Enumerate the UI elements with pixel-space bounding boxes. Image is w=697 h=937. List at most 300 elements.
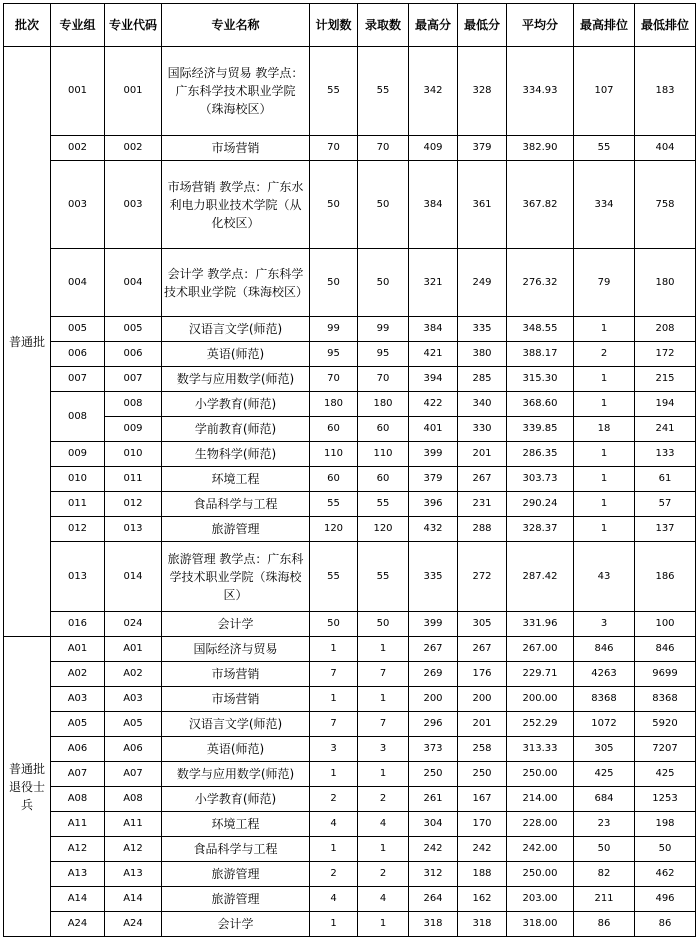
highest-rank-cell: 3 [574, 612, 635, 637]
max-score-cell: 264 [409, 887, 458, 912]
admission-table [3, 3, 696, 937]
header-lowest-rank: 最低排位 [635, 4, 696, 47]
group-cell: 003 [51, 161, 105, 249]
major-name-cell: 旅游管理 [162, 887, 310, 912]
header-major-name: 专业名称 [162, 4, 310, 47]
lowest-rank-cell: 7207 [635, 737, 696, 762]
plan-count-cell: 1 [310, 762, 358, 787]
table-row [4, 342, 696, 367]
group-cell: 006 [51, 342, 105, 367]
lowest-rank-cell: 1253 [635, 787, 696, 812]
lowest-rank-cell: 215 [635, 367, 696, 392]
lowest-rank-cell: 8368 [635, 687, 696, 712]
min-score-cell: 250 [458, 762, 507, 787]
admitted-count-cell: 1 [358, 637, 409, 662]
major-name-cell: 会计学 教学点：广东科学技术职业学院（珠海校区） [162, 249, 310, 317]
lowest-rank-cell: 137 [635, 517, 696, 542]
major-name-cell: 市场营销 [162, 136, 310, 161]
plan-count-cell: 7 [310, 662, 358, 687]
major-name-cell: 汉语言文学(师范) [162, 317, 310, 342]
table-row [4, 392, 696, 417]
highest-rank-cell: 1 [574, 492, 635, 517]
major-code-cell: 004 [105, 249, 162, 317]
plan-count-cell: 2 [310, 862, 358, 887]
plan-count-cell: 4 [310, 812, 358, 837]
group-cell: 012 [51, 517, 105, 542]
highest-rank-cell: 50 [574, 837, 635, 862]
max-score-cell: 321 [409, 249, 458, 317]
admitted-count-cell: 120 [358, 517, 409, 542]
max-score-cell: 250 [409, 762, 458, 787]
lowest-rank-cell: 846 [635, 637, 696, 662]
plan-count-cell: 3 [310, 737, 358, 762]
table-row [4, 542, 696, 612]
major-name-cell: 数学与应用数学(师范) [162, 762, 310, 787]
max-score-cell: 396 [409, 492, 458, 517]
lowest-rank-cell: 180 [635, 249, 696, 317]
highest-rank-cell: 1 [574, 317, 635, 342]
lowest-rank-cell: 5920 [635, 712, 696, 737]
avg-score-cell: 331.96 [507, 612, 574, 637]
header-admitted: 录取数 [358, 4, 409, 47]
highest-rank-cell: 18 [574, 417, 635, 442]
min-score-cell: 167 [458, 787, 507, 812]
highest-rank-cell: 684 [574, 787, 635, 812]
group-cell: 010 [51, 467, 105, 492]
group-cell: A13 [51, 862, 105, 887]
major-code-cell: A08 [105, 787, 162, 812]
major-code-cell: 002 [105, 136, 162, 161]
min-score-cell: 267 [458, 467, 507, 492]
lowest-rank-cell: 9699 [635, 662, 696, 687]
avg-score-cell: 290.24 [507, 492, 574, 517]
lowest-rank-cell: 208 [635, 317, 696, 342]
group-cell: 008 [51, 392, 105, 442]
major-code-cell: 024 [105, 612, 162, 637]
header-highest-rank: 最高排位 [574, 4, 635, 47]
highest-rank-cell: 1 [574, 467, 635, 492]
highest-rank-cell: 1 [574, 367, 635, 392]
max-score-cell: 312 [409, 862, 458, 887]
major-name-cell: 旅游管理 [162, 862, 310, 887]
lowest-rank-cell: 61 [635, 467, 696, 492]
min-score-cell: 176 [458, 662, 507, 687]
max-score-cell: 394 [409, 367, 458, 392]
header-group: 专业组 [51, 4, 105, 47]
major-name-cell: 小学教育(师范) [162, 787, 310, 812]
highest-rank-cell: 305 [574, 737, 635, 762]
table-row [4, 787, 696, 812]
major-name-cell: 国际经济与贸易 [162, 637, 310, 662]
major-code-cell: A12 [105, 837, 162, 862]
group-cell: A06 [51, 737, 105, 762]
plan-count-cell: 4 [310, 887, 358, 912]
avg-score-cell: 203.00 [507, 887, 574, 912]
admitted-count-cell: 60 [358, 467, 409, 492]
max-score-cell: 409 [409, 136, 458, 161]
min-score-cell: 272 [458, 542, 507, 612]
max-score-cell: 304 [409, 812, 458, 837]
highest-rank-cell: 334 [574, 161, 635, 249]
major-name-cell: 旅游管理 教学点：广东科学技术职业学院（珠海校区） [162, 542, 310, 612]
min-score-cell: 201 [458, 442, 507, 467]
highest-rank-cell: 23 [574, 812, 635, 837]
max-score-cell: 421 [409, 342, 458, 367]
group-cell: A08 [51, 787, 105, 812]
major-code-cell: 001 [105, 47, 162, 136]
group-cell: A07 [51, 762, 105, 787]
table-row [4, 367, 696, 392]
max-score-cell: 296 [409, 712, 458, 737]
avg-score-cell: 228.00 [507, 812, 574, 837]
plan-count-cell: 7 [310, 712, 358, 737]
table-row [4, 912, 696, 937]
min-score-cell: 380 [458, 342, 507, 367]
table-row [4, 862, 696, 887]
group-cell: 002 [51, 136, 105, 161]
major-code-cell: A13 [105, 862, 162, 887]
avg-score-cell: 267.00 [507, 637, 574, 662]
min-score-cell: 201 [458, 712, 507, 737]
lowest-rank-cell: 198 [635, 812, 696, 837]
table-row [4, 712, 696, 737]
group-cell: 001 [51, 47, 105, 136]
max-score-cell: 379 [409, 467, 458, 492]
highest-rank-cell: 425 [574, 762, 635, 787]
major-name-cell: 国际经济与贸易 教学点：广东科学技术职业学院（珠海校区） [162, 47, 310, 136]
lowest-rank-cell: 50 [635, 837, 696, 862]
table-row [4, 47, 696, 136]
header-max-score: 最高分 [409, 4, 458, 47]
lowest-rank-cell: 86 [635, 912, 696, 937]
min-score-cell: 258 [458, 737, 507, 762]
plan-count-cell: 55 [310, 47, 358, 136]
lowest-rank-cell: 425 [635, 762, 696, 787]
min-score-cell: 318 [458, 912, 507, 937]
min-score-cell: 170 [458, 812, 507, 837]
plan-count-cell: 70 [310, 367, 358, 392]
highest-rank-cell: 1 [574, 442, 635, 467]
lowest-rank-cell: 183 [635, 47, 696, 136]
plan-count-cell: 55 [310, 492, 358, 517]
batch-cell: 普通批 [4, 47, 51, 637]
highest-rank-cell: 79 [574, 249, 635, 317]
avg-score-cell: 286.35 [507, 442, 574, 467]
major-code-cell: 009 [105, 417, 162, 442]
avg-score-cell: 250.00 [507, 762, 574, 787]
admitted-count-cell: 7 [358, 662, 409, 687]
admitted-count-cell: 3 [358, 737, 409, 762]
table-row [4, 417, 696, 442]
major-code-cell: A14 [105, 887, 162, 912]
admitted-count-cell: 55 [358, 47, 409, 136]
avg-score-cell: 313.33 [507, 737, 574, 762]
min-score-cell: 231 [458, 492, 507, 517]
header-plan: 计划数 [310, 4, 358, 47]
admitted-count-cell: 1 [358, 687, 409, 712]
header-row [4, 4, 696, 47]
table-row [4, 517, 696, 542]
max-score-cell: 261 [409, 787, 458, 812]
major-code-cell: A05 [105, 712, 162, 737]
header-batch: 批次 [4, 4, 51, 47]
max-score-cell: 269 [409, 662, 458, 687]
admitted-count-cell: 50 [358, 249, 409, 317]
major-code-cell: 014 [105, 542, 162, 612]
major-name-cell: 环境工程 [162, 812, 310, 837]
highest-rank-cell: 82 [574, 862, 635, 887]
major-name-cell: 市场营销 [162, 687, 310, 712]
table-row [4, 812, 696, 837]
avg-score-cell: 315.30 [507, 367, 574, 392]
admitted-count-cell: 2 [358, 862, 409, 887]
major-name-cell: 英语(师范) [162, 737, 310, 762]
plan-count-cell: 50 [310, 249, 358, 317]
highest-rank-cell: 2 [574, 342, 635, 367]
admitted-count-cell: 55 [358, 492, 409, 517]
avg-score-cell: 367.82 [507, 161, 574, 249]
table-row [4, 837, 696, 862]
highest-rank-cell: 211 [574, 887, 635, 912]
lowest-rank-cell: 404 [635, 136, 696, 161]
table-row [4, 317, 696, 342]
plan-count-cell: 60 [310, 467, 358, 492]
major-name-cell: 小学教育(师范) [162, 392, 310, 417]
plan-count-cell: 99 [310, 317, 358, 342]
admitted-count-cell: 7 [358, 712, 409, 737]
max-score-cell: 242 [409, 837, 458, 862]
max-score-cell: 384 [409, 317, 458, 342]
table-row [4, 612, 696, 637]
batch-cell: 普通批退役士兵 [4, 637, 51, 937]
group-cell: A12 [51, 837, 105, 862]
major-name-cell: 生物科学(师范) [162, 442, 310, 467]
highest-rank-cell: 55 [574, 136, 635, 161]
highest-rank-cell: 8368 [574, 687, 635, 712]
avg-score-cell: 287.42 [507, 542, 574, 612]
min-score-cell: 379 [458, 136, 507, 161]
group-cell: 013 [51, 542, 105, 612]
min-score-cell: 162 [458, 887, 507, 912]
group-cell: 004 [51, 249, 105, 317]
avg-score-cell: 382.90 [507, 136, 574, 161]
admitted-count-cell: 60 [358, 417, 409, 442]
plan-count-cell: 110 [310, 442, 358, 467]
avg-score-cell: 368.60 [507, 392, 574, 417]
header-min-score: 最低分 [458, 4, 507, 47]
major-name-cell: 旅游管理 [162, 517, 310, 542]
major-code-cell: A07 [105, 762, 162, 787]
min-score-cell: 285 [458, 367, 507, 392]
avg-score-cell: 334.93 [507, 47, 574, 136]
admitted-count-cell: 95 [358, 342, 409, 367]
max-score-cell: 432 [409, 517, 458, 542]
admitted-count-cell: 2 [358, 787, 409, 812]
group-cell: 016 [51, 612, 105, 637]
group-cell: A01 [51, 637, 105, 662]
plan-count-cell: 50 [310, 612, 358, 637]
major-name-cell: 数学与应用数学(师范) [162, 367, 310, 392]
highest-rank-cell: 846 [574, 637, 635, 662]
major-code-cell: A02 [105, 662, 162, 687]
min-score-cell: 305 [458, 612, 507, 637]
min-score-cell: 242 [458, 837, 507, 862]
major-code-cell: A24 [105, 912, 162, 937]
lowest-rank-cell: 194 [635, 392, 696, 417]
avg-score-cell: 388.17 [507, 342, 574, 367]
table-row [4, 687, 696, 712]
group-cell: A03 [51, 687, 105, 712]
min-score-cell: 330 [458, 417, 507, 442]
plan-count-cell: 95 [310, 342, 358, 367]
admitted-count-cell: 50 [358, 161, 409, 249]
max-score-cell: 384 [409, 161, 458, 249]
min-score-cell: 361 [458, 161, 507, 249]
major-code-cell: 008 [105, 392, 162, 417]
highest-rank-cell: 107 [574, 47, 635, 136]
table-row [4, 249, 696, 317]
plan-count-cell: 60 [310, 417, 358, 442]
plan-count-cell: 55 [310, 542, 358, 612]
avg-score-cell: 339.85 [507, 417, 574, 442]
group-cell: A11 [51, 812, 105, 837]
plan-count-cell: 1 [310, 687, 358, 712]
major-name-cell: 会计学 [162, 912, 310, 937]
highest-rank-cell: 1072 [574, 712, 635, 737]
major-code-cell: A11 [105, 812, 162, 837]
lowest-rank-cell: 462 [635, 862, 696, 887]
admission-table-container [3, 3, 695, 937]
group-cell: A02 [51, 662, 105, 687]
group-cell: A05 [51, 712, 105, 737]
admitted-count-cell: 70 [358, 136, 409, 161]
major-name-cell: 英语(师范) [162, 342, 310, 367]
min-score-cell: 200 [458, 687, 507, 712]
group-cell: A24 [51, 912, 105, 937]
table-row [4, 136, 696, 161]
lowest-rank-cell: 496 [635, 887, 696, 912]
admitted-count-cell: 70 [358, 367, 409, 392]
admitted-count-cell: 4 [358, 812, 409, 837]
major-code-cell: 005 [105, 317, 162, 342]
max-score-cell: 399 [409, 612, 458, 637]
min-score-cell: 335 [458, 317, 507, 342]
table-row [4, 492, 696, 517]
plan-count-cell: 120 [310, 517, 358, 542]
major-name-cell: 环境工程 [162, 467, 310, 492]
group-cell: 007 [51, 367, 105, 392]
table-row [4, 662, 696, 687]
plan-count-cell: 1 [310, 912, 358, 937]
max-score-cell: 422 [409, 392, 458, 417]
table-row [4, 637, 696, 662]
highest-rank-cell: 1 [574, 392, 635, 417]
avg-score-cell: 214.00 [507, 787, 574, 812]
major-name-cell: 食品科学与工程 [162, 492, 310, 517]
group-cell: 009 [51, 442, 105, 467]
max-score-cell: 399 [409, 442, 458, 467]
lowest-rank-cell: 758 [635, 161, 696, 249]
plan-count-cell: 180 [310, 392, 358, 417]
admitted-count-cell: 4 [358, 887, 409, 912]
table-row [4, 161, 696, 249]
group-cell: 005 [51, 317, 105, 342]
min-score-cell: 328 [458, 47, 507, 136]
header-avg-score: 平均分 [507, 4, 574, 47]
admitted-count-cell: 180 [358, 392, 409, 417]
min-score-cell: 188 [458, 862, 507, 887]
major-name-cell: 学前教育(师范) [162, 417, 310, 442]
avg-score-cell: 242.00 [507, 837, 574, 862]
avg-score-cell: 318.00 [507, 912, 574, 937]
admitted-count-cell: 55 [358, 542, 409, 612]
plan-count-cell: 50 [310, 161, 358, 249]
avg-score-cell: 250.00 [507, 862, 574, 887]
lowest-rank-cell: 186 [635, 542, 696, 612]
admitted-count-cell: 50 [358, 612, 409, 637]
major-code-cell: 011 [105, 467, 162, 492]
plan-count-cell: 70 [310, 136, 358, 161]
highest-rank-cell: 43 [574, 542, 635, 612]
major-code-cell: 010 [105, 442, 162, 467]
major-name-cell: 汉语言文学(师范) [162, 712, 310, 737]
avg-score-cell: 348.55 [507, 317, 574, 342]
avg-score-cell: 276.32 [507, 249, 574, 317]
lowest-rank-cell: 57 [635, 492, 696, 517]
major-code-cell: A03 [105, 687, 162, 712]
lowest-rank-cell: 172 [635, 342, 696, 367]
highest-rank-cell: 86 [574, 912, 635, 937]
lowest-rank-cell: 133 [635, 442, 696, 467]
max-score-cell: 373 [409, 737, 458, 762]
table-body [4, 47, 696, 937]
min-score-cell: 288 [458, 517, 507, 542]
major-code-cell: A06 [105, 737, 162, 762]
group-cell: A14 [51, 887, 105, 912]
table-row [4, 887, 696, 912]
table-row [4, 442, 696, 467]
avg-score-cell: 303.73 [507, 467, 574, 492]
lowest-rank-cell: 241 [635, 417, 696, 442]
major-name-cell: 市场营销 教学点：广东水利电力职业技术学院（从化校区） [162, 161, 310, 249]
major-code-cell: 003 [105, 161, 162, 249]
major-code-cell: A01 [105, 637, 162, 662]
group-cell: 011 [51, 492, 105, 517]
major-name-cell: 市场营销 [162, 662, 310, 687]
admitted-count-cell: 110 [358, 442, 409, 467]
major-name-cell: 食品科学与工程 [162, 837, 310, 862]
avg-score-cell: 229.71 [507, 662, 574, 687]
max-score-cell: 335 [409, 542, 458, 612]
plan-count-cell: 1 [310, 837, 358, 862]
admitted-count-cell: 1 [358, 912, 409, 937]
admitted-count-cell: 99 [358, 317, 409, 342]
table-row [4, 467, 696, 492]
max-score-cell: 267 [409, 637, 458, 662]
major-code-cell: 007 [105, 367, 162, 392]
header-code: 专业代码 [105, 4, 162, 47]
admitted-count-cell: 1 [358, 762, 409, 787]
plan-count-cell: 1 [310, 637, 358, 662]
major-code-cell: 006 [105, 342, 162, 367]
max-score-cell: 401 [409, 417, 458, 442]
min-score-cell: 267 [458, 637, 507, 662]
highest-rank-cell: 1 [574, 517, 635, 542]
major-code-cell: 013 [105, 517, 162, 542]
max-score-cell: 318 [409, 912, 458, 937]
lowest-rank-cell: 100 [635, 612, 696, 637]
avg-score-cell: 252.29 [507, 712, 574, 737]
